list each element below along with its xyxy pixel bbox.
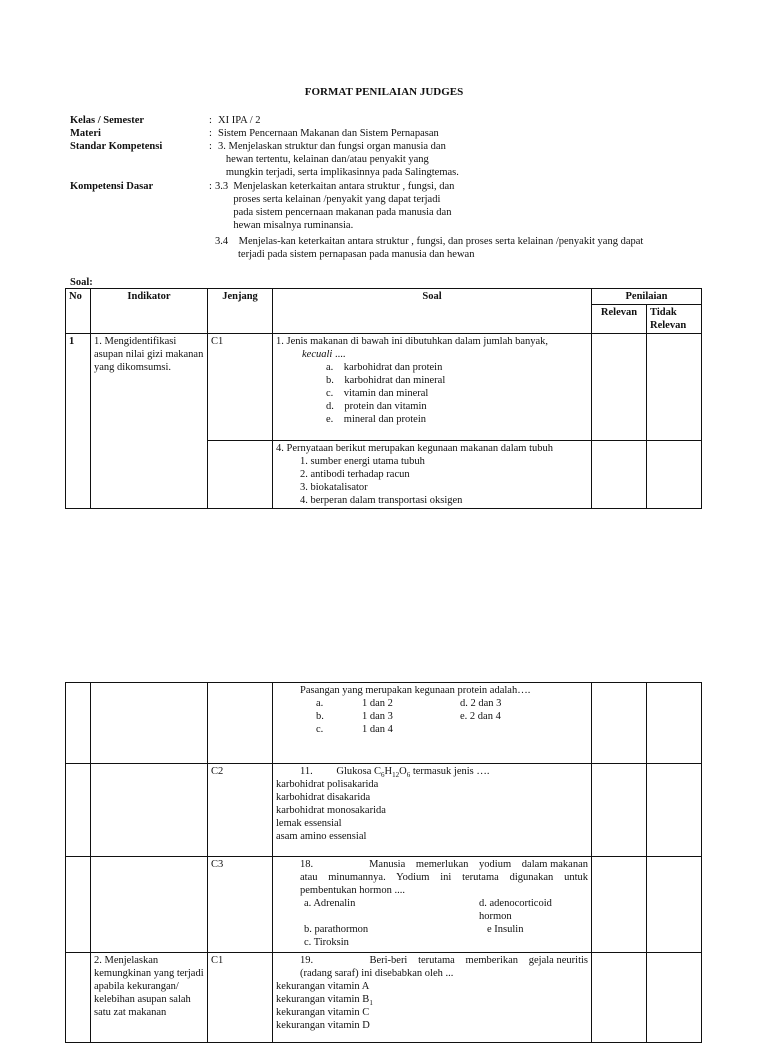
relevan-cell[interactable] bbox=[592, 857, 647, 953]
meta-label: Kompetensi Dasar bbox=[70, 181, 154, 192]
assessment-table-1 bbox=[65, 288, 702, 509]
option-row: a. Adrenalin d. adenocorticoid hormon bbox=[304, 898, 552, 922]
option: kekurangan vitamin $B_1$ bbox=[276, 994, 373, 1008]
header-relevan: Relevan bbox=[592, 305, 647, 334]
option: e. mineral dan protein bbox=[326, 414, 427, 425]
option-row: b. parathormon e Insulin bbox=[304, 924, 524, 935]
header-no: No bbox=[66, 289, 91, 334]
kd34-line: terjadi pada sistem pernapasan pada manusia dan hewan bbox=[238, 249, 475, 260]
relevan-cell[interactable] bbox=[592, 764, 647, 857]
header-tidak-relevan: Tidak Relevan bbox=[647, 305, 702, 334]
assessment-table-2 bbox=[65, 682, 702, 1043]
option: karbohidrat monosakarida bbox=[276, 805, 386, 816]
relevan-cell[interactable] bbox=[592, 334, 647, 441]
meta-value: proses serta kelainan /penyakit yang dapat terjadi bbox=[215, 194, 441, 205]
option: c. vitamin dan mineral bbox=[326, 388, 429, 399]
option: lemak essensial bbox=[276, 818, 342, 829]
meta-label: Kelas / Semester bbox=[70, 115, 145, 126]
option: d. protein dan vitamin bbox=[326, 401, 427, 412]
document-page: FORMAT PENILAIAN JUDGES Kelas / Semester : XI IPA / 2 Materi : Sistem Pencernaan Makanan dan Sistem Pernapasan Standar Kompetensi : 3. Menjelaskan struktur dan fungsi organ manusia dan hewan tertentu, kelainan dan/atau penyakit yang mungkin terjadi, serta implikasinnya pada Salingtemas. Kompetensi Dasar : 3.3 Menjelaskan keterkaitan antara struktur , fungsi, dan proses serta kelainan /penyakit yang dapat terjadi pada sistem pencernaan makanan pada manusia dan hewan misalnya ruminansia. 3.4 Menjelas-kan keterkaitan antara struktur , fungsi, dan proses serta kelainan /penyakit yang dapat terjadi pada sistem pernapasan pada manusia dan hewan Soal: No Indikator Jenjang Soal Penilaian Relevan Tidak Relevan 1 1. Mengidentifikasi asupan nilai gizi makanan yang dikomsumsi. C1 1. Jenis makanan di bawah ini dibutuhkan dalam jumlah banyak, kecuali .... a. karbohidrat dan protein b. karbohidrat dan mineral c. vitamin dan mineral d. protein dan vitamin e. mineral dan protein 4. Pernyataan berikut merupakan kegunaan makanan dalam tubuh 1. sumber energi utama tubuh 2. antibodi terhadap racun 3. biokatalisator 4. berperan dalam transportasi oksigen Pasangan yang merupakan kegunaan protein adalah…. a. 1 dan 2 d. 2 dan 3 b. 1 dan 3 e. 2 dan 4 c. 1 dan 4 C2 11. Glukosa $C_6H_{12}O_6$ termasuk jenis …. karbohidrat polisakarida karbohidrat disakarida karbohidrat monosakarida lemak essensial asam amino essensial C3 18. Manusia memerlukan yodium dalam makanan atau minumannya. Yodium ini terutama digunakan untuk pembentukan hormon .... a. Adrenalin d. adenocorticoid hormon b. parathormon e Insulin c. Tiroksin 2. Menjelaskan kemungkinan yang terjadi apabila kekurangan/ kelebihan asupan salah satu zat makanan C1 19. Beri-beri terutama memberikan gejala neuritis (radang saraf) ini disebabkan oleh ... kekurangan vitamin A kekurangan vitamin $B_1$ kekurangan vitamin C kekurangan vitamin D bbox=[0, 0, 768, 1024]
option: b. karbohidrat dan mineral bbox=[326, 375, 446, 386]
meta-value: hewan tertentu, kelainan dan/atau penyakit yang bbox=[218, 154, 429, 165]
option-row: c. Tiroksin bbox=[304, 937, 349, 948]
question-1-stem: 1. Jenis makanan di bawah ini dibutuhkan dalam jumlah banyak, bbox=[276, 336, 549, 347]
question-19 bbox=[273, 953, 592, 1043]
option-row: b. 1 dan 3 e. 2 dan 4 bbox=[316, 711, 501, 722]
option: karbohidrat polisakarida bbox=[276, 779, 379, 790]
option: asam amino essensial bbox=[276, 831, 367, 842]
row-jenjang: C1 bbox=[208, 953, 273, 1043]
option: kekurangan vitamin D bbox=[276, 1020, 370, 1031]
question-4 bbox=[273, 441, 592, 509]
row-jenjang: C1 bbox=[208, 334, 273, 441]
option: kekurangan vitamin A bbox=[276, 981, 370, 992]
row-indikator: 1. Mengidentifikasi asupan nilai gizi makanan yang dikomsumsi. bbox=[91, 334, 208, 509]
relevan-cell[interactable] bbox=[592, 683, 647, 764]
option: karbohidrat disakarida bbox=[276, 792, 371, 803]
meta-value: 3. Menjelaskan struktur dan fungsi organ manusia dan bbox=[218, 141, 446, 152]
meta-value: hewan misalnya ruminansia. bbox=[215, 220, 354, 231]
meta-value: pada sistem pencernaan makanan pada manusia dan bbox=[215, 207, 452, 218]
tidak-relevan-cell[interactable] bbox=[647, 764, 702, 857]
meta-value: Sistem Pencernaan Makanan dan Sistem Pernapasan bbox=[218, 128, 439, 139]
question-1-kecuali: kecuali bbox=[302, 349, 333, 360]
header-jenjang: Jenjang bbox=[208, 289, 273, 334]
row-no: 1 bbox=[66, 334, 91, 509]
row-indikator: 2. Menjelaskan kemungkinan yang terjadi apabila kekurangan/ kelebihan asupan salah satu zat makanan bbox=[91, 953, 208, 1043]
option: kekurangan vitamin C bbox=[276, 1007, 370, 1018]
tidak-relevan-cell[interactable] bbox=[647, 857, 702, 953]
tidak-relevan-cell[interactable] bbox=[647, 441, 702, 509]
option-row: a. 1 dan 2 d. 2 dan 3 bbox=[316, 698, 502, 709]
header-soal: Soal bbox=[273, 289, 592, 334]
question-19-stem: 19. Beri-beri terutama memberikan gejala neuritis (radang saraf) ini disebabkan oleh ... bbox=[300, 955, 591, 979]
tidak-relevan-cell[interactable] bbox=[647, 953, 702, 1043]
question-11-stem: 11. Glukosa $C_6H_{12}O_6$ termasuk jenis …. bbox=[300, 766, 490, 780]
statement: 1. sumber energi utama tubuh bbox=[300, 456, 425, 467]
statement: 4. berperan dalam transportasi oksigen bbox=[300, 495, 463, 506]
relevan-cell[interactable] bbox=[592, 953, 647, 1043]
kd34-line: 3.4 Menjelas-kan keterkaitan antara struktur , fungsi, dan proses serta kelainan /penyakit yang dapat bbox=[215, 236, 644, 247]
soal-label: Soal: bbox=[70, 277, 93, 288]
question-4-prompt: Pasangan yang merupakan kegunaan protein adalah…. bbox=[300, 685, 531, 696]
row-jenjang: C2 bbox=[208, 764, 273, 857]
tidak-relevan-cell[interactable] bbox=[647, 334, 702, 441]
document-title: FORMAT PENILAIAN JUDGES bbox=[304, 86, 464, 98]
question-4-continued bbox=[273, 683, 592, 764]
option-row: c. 1 dan 4 bbox=[316, 724, 393, 735]
question-18-stem: 18. Manusia memerlukan yodium dalam makanan atau minumannya. Yodium ini terutama digunakan untuk pembentukan hormon .... bbox=[300, 859, 591, 896]
header-indikator: Indikator bbox=[91, 289, 208, 334]
meta-value: 3.3 Menjelaskan keterkaitan antara struktur , fungsi, dan bbox=[215, 181, 455, 192]
statement: 3. biokatalisator bbox=[300, 482, 368, 493]
question-18 bbox=[273, 857, 592, 953]
meta-label: Standar Kompetensi bbox=[70, 141, 163, 152]
meta-label: Materi bbox=[70, 128, 101, 139]
relevan-cell[interactable] bbox=[592, 441, 647, 509]
tidak-relevan-cell[interactable] bbox=[647, 683, 702, 764]
question-4-stem: 4. Pernyataan berikut merupakan kegunaan makanan dalam tubuh bbox=[276, 443, 553, 454]
header-penilaian: Penilaian bbox=[592, 289, 702, 305]
row-jenjang bbox=[208, 441, 273, 509]
option: a. karbohidrat dan protein bbox=[326, 362, 443, 373]
meta-value: mungkin terjadi, serta implikasinnya pada Salingtemas. bbox=[218, 167, 459, 178]
question-1: 1. Jenis makanan di bawah ini dibutuhkan dalam jumlah banyak, kecuali .... a. karbohidrat dan protein b. karbohidrat dan mineral c. vitamin dan mineral d. protein dan vitamin e. mineral dan protein bbox=[273, 334, 592, 441]
statement: 2. antibodi terhadap racun bbox=[300, 469, 410, 480]
question-11 bbox=[273, 764, 592, 857]
meta-value: XI IPA / 2 bbox=[218, 115, 261, 126]
row-jenjang: C3 bbox=[208, 857, 273, 953]
